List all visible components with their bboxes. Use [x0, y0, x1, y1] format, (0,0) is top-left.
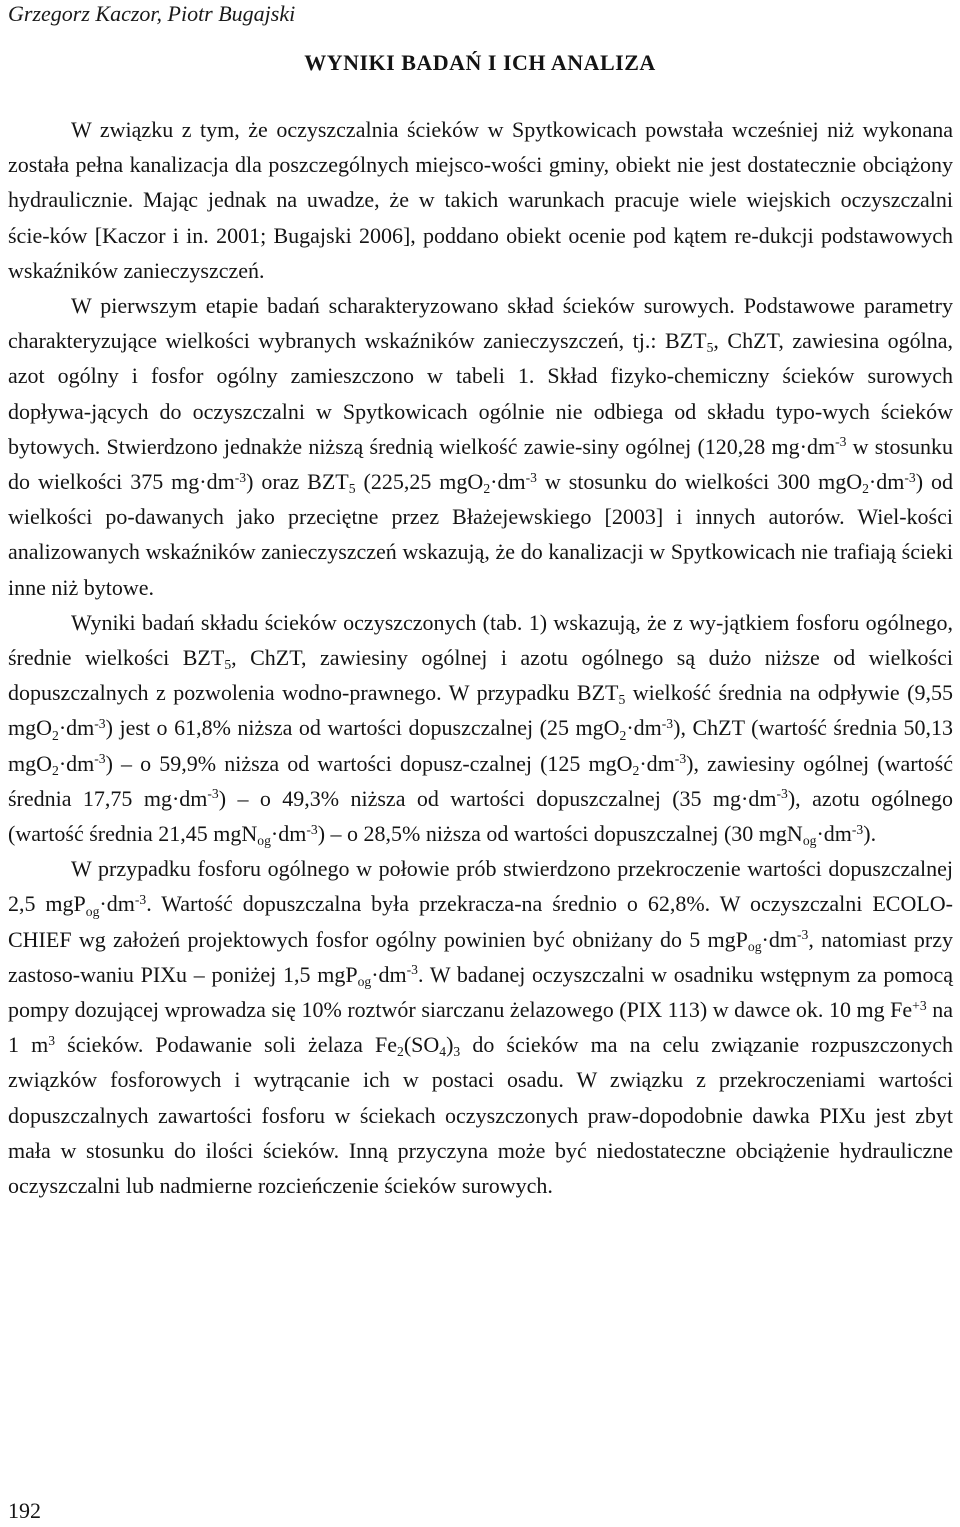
paragraph-1: W związku z tym, że oczyszczalnia ścieków w Spytkowicach powstała wcześniej niż wykonana została pełna kanalizacja dla poszczególnych miejsco-wości gminy, obiekt nie jest dostatecznie obciążony hydraulicznie. Mając jednak na uwadze, że w takich warunkach pracuje wiele wiejskich oczyszczalni ście-ków [Kaczor i in. 2001; Bugajski 2006], poddano obiekt ocenie pod kątem re-dukcji podstawowych wskaźników zanieczyszczeń. — [8, 117, 953, 283]
paragraph-3: Wyniki badań składu ścieków oczyszczonych (tab. 1) wskazują, że z wy-jątkiem fosforu ogólnego, średnie wielkości $BZT_5$, ChZT, zawiesiny ogólnej i azotu ogólnego są dużo niższe od wielkości dopuszczalnych z pozwolenia wodno-prawnego. W przypadku $BZT_5$ wielkość średnia na odpływie (9,55 $mgO_2\cdot dm^{-3}$) jest o 61,8% niższa od wartości dopuszczalnej (25 $mgO_2\cdot dm^{-3}$), ChZT (wartość średnia 50,13 $mgO_2\cdot dm^{-3}) - o$ 59,9% niższa od wartości dopusz-czalnej (125 $mgO_2\cdot dm^{-3}$), zawiesiny ogólnej (wartość średnia 17,75 $mg\cdot dm^{-3}) - o$ 49,3% niższa od wartości dopuszczalnej (35 $mg\cdot dm^{-3}$), azotu ogólnego (wartość średnia 21,45 $mgN_{og}\cdot dm^{-3}) - o$ 28,5% niższa od wartości dopuszczalnej (30 $mgN_{og}\cdot dm^{-3}$). — [8, 609, 953, 849]
body-text — [8, 112, 953, 1203]
paragraph-4: W przypadku fosforu ogólnego w połowie prób stwierdzono przekroczenie wartości dopuszczalnej 2,5 $mgP_{og}\cdot dm^{-3}$. Wartość dopuszczalna była przekracza-na średnio o 62,8%. W oczyszczalni ECOLO-CHIEF wg założeń projektowych fosfor ogólny powinien być obniżany do 5 $mgP_{og}\cdot dm^{-3}$, natomiast przy zastoso-waniu PIXu – poniżej 1,5 $mgP_{og}\cdot dm^{-3}$. W badanej oczyszczalni w osadniku wstępnym za pomocą pompy dozującej wprowadza się 10% roztwór siarczanu żelazowego (PIX 113) w dawce ok. 10 mg $Fe^{+3}$ na 1 $m^3$ ścieków. Podawanie soli żelaza $Fe_2(SO_4)_3$ do ścieków ma na celu związanie rozpuszczonych związków fosforowych i wytrącanie ich w postaci osadu. W związku z przekroczeniami wartości dopuszczalnych zawartości fosforu w ściekach oczyszczonych praw-dopodobnie dawka PIXu jest zbyt mała w stosunku do ilości ścieków. Inną przyczyna może być niedostateczne obciążenie hydrauliczne oczyszczalni lub nadmierne rozcieńczenie ścieków surowych. — [8, 856, 954, 1199]
paragraph-2: W pierwszym etapie badań scharakteryzowano skład ścieków surowych. Podstawowe parametry charakteryzujące wielkości wybranych wskaźników zanieczyszczeń, tj.: $BZT_5$, ChZT, zawiesina ogólna, azot ogólny i fosfor ogólny zamieszczono w tabeli 1. Skład fizyko-chemiczny ścieków surowych dopływa-jących do oczyszczalni w Spytkowicach ogólnie nie odbiega od składu typo-wych ścieków bytowych. Stwierdzono jednakże niższą średnią wielkość zawie-siny ogólnej (120,28 $mg\cdot dm^{-3}$ w stosunku do wielkości 375 $mg\cdot dm^{-3}$) oraz $BZT_5$ (225,25 $mgO_2\cdot dm^{-3}$ w stosunku do wielkości 300 $mgO_2\cdot dm^{-3}$) od wielkości po-dawanych jako przeciętne przez Błażejewskiego [2003] i innych autorów. Wiel-kości analizowanych wskaźników zanieczyszczeń wskazują, że do kanalizacji w Spytkowicach nie trafiają ścieki inne niż bytowe. — [8, 293, 954, 600]
page-number: 192 — [8, 1498, 41, 1523]
section-title: WYNIKI BADAŃ I ICH ANALIZA — [304, 50, 656, 75]
running-header-authors: Grzegorz Kaczor, Piotr Bugajski — [8, 1, 296, 26]
